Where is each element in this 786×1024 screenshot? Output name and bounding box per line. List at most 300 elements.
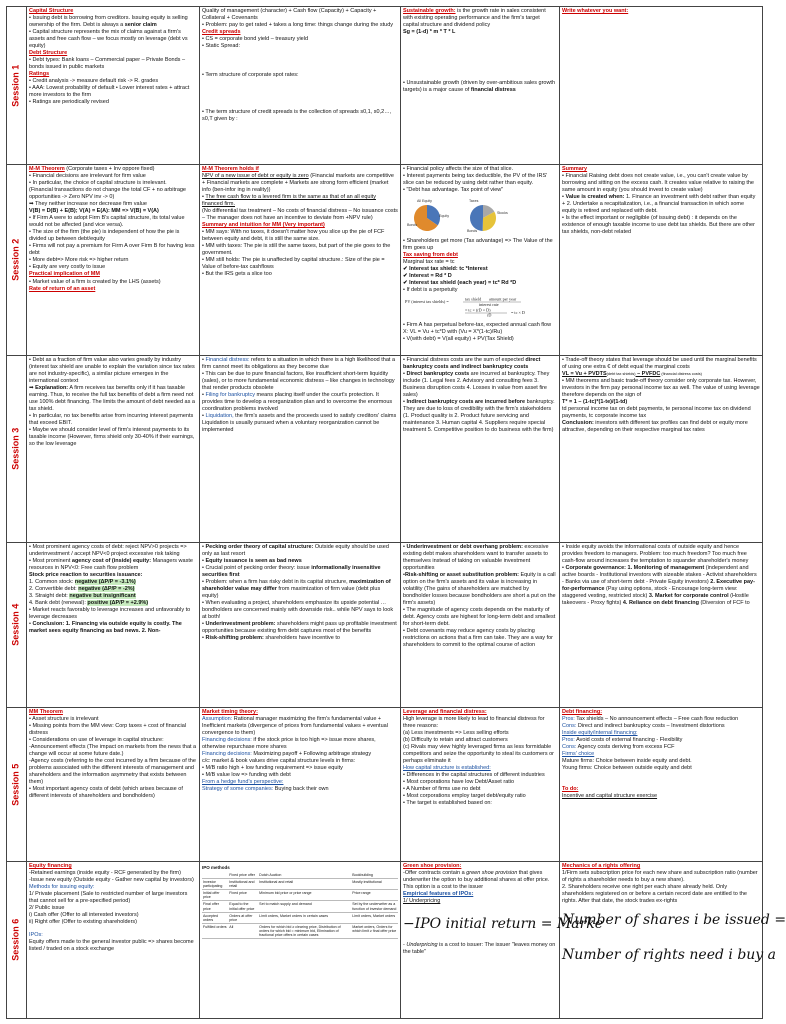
note-line [29, 870, 197, 877]
note-text: 1/ Underpricing [403, 898, 441, 905]
note-line [29, 737, 197, 744]
note-text: V(B) = D(B) + E(B); V(A) = E(A): MM => V(B) = V(A) [29, 208, 159, 215]
note-text: • Unsustainable growth (driven by over-ambitious sales growth targets) is a major cause of [403, 80, 556, 94]
note-text: Liquidation, [205, 413, 234, 420]
note-text: • In particular, no tax benefits arise from incurring interest payments that exceed EBIT. [29, 413, 194, 427]
ipo-table-cell: Mostly institutional [351, 878, 398, 889]
note-text: 2. Shareholders receive one right per each share already held. Only shareholders registered on or before a certain record date are entitled to the rights. After that date, the stock trades ex-rights [562, 884, 747, 905]
note-line [403, 252, 557, 259]
note-text: • Is the effect important or negligible (of issuing debt) : it depends on the existence of enough taxable income to use debt tax shields. But there are other tax shields, non-debt related [562, 215, 755, 236]
note-line [403, 915, 604, 934]
note-text: From a hedge fund's perspective: [202, 779, 284, 786]
note-text: Mature firms: Choice between inside equity and debt. [562, 758, 692, 765]
note-text: T* = 1 – (1-tc)*(1-te)/(1-td) [562, 399, 628, 406]
ipo-table-row [202, 878, 398, 889]
session-label-3 [7, 356, 27, 543]
note-text: Rate of return of an asset [29, 285, 96, 292]
note-line [29, 201, 197, 208]
note-text: • Problem: pay to get rated + takes a long time: things change during the study [202, 22, 394, 29]
note-line [202, 222, 398, 229]
note-line [29, 744, 197, 758]
note-text: negative (ΔP/P = -3.1%) [74, 579, 136, 586]
note-line [403, 744, 557, 765]
note-line [403, 800, 557, 807]
note-text: • [29, 621, 33, 628]
note-text: • The term structure of credit spreads is the collection of spreads s0,1, s0,2…, s0,T given by : [202, 109, 392, 123]
session-label-6 [7, 862, 27, 1019]
note-line [29, 243, 197, 257]
note-text: • Most important agency costs of debt (which arises because of different interests of shareholders and bondholders) [29, 786, 183, 800]
note-line [29, 279, 197, 286]
note-text: How capital structure is established: [403, 765, 491, 772]
note-text: Risk-shifting or asset substitution problem: [404, 572, 519, 579]
note-text: Practical implication of MM [29, 271, 100, 278]
note-text: - [403, 942, 407, 949]
note-text: 4. Bank debt (renewal): [29, 600, 88, 607]
note-text: Capital Structure [29, 8, 74, 14]
note-line [562, 371, 760, 378]
note-text: maximization of shareholder value may differ [202, 579, 391, 593]
note-text: • Issuing debt is borrowing from creditors. Issuing equity is selling ownership of the firm. Debt is always a [29, 15, 188, 29]
note-line [403, 765, 557, 772]
note-text: 3. Straight debt: [29, 593, 70, 600]
note-text: • MM says: With no taxes, it doesn't matter how you slice up the pie of FCF between equity and debt, it is still the same size. [202, 229, 385, 243]
ipo-table-cell: Price range [351, 890, 398, 901]
note-text: Financial distress: [205, 357, 250, 363]
note-text: are incurred at bankruptcy. They include (1. Legal fees 2. Advisory and consulting fees 3. Business disruption costs 4. Losses in value from asset fire sales) [403, 371, 550, 399]
formula-numerator-1: tax shield [465, 296, 482, 302]
note-text: Avoid costs of external financing - Flexibility [574, 737, 683, 744]
note-text: Marginal tax rate = tc [403, 259, 455, 266]
ipo-table-cell: Fixed price [228, 890, 258, 901]
note-line [29, 215, 197, 229]
note-line [562, 716, 760, 723]
note-line [403, 29, 557, 36]
note-text: • MM theorems and basic trade-off theory consider only corporate tax. However, investors in the firm pay personal income tax as well. The value of using leverage therefore depends on the sign of [562, 378, 760, 399]
note-text: refers to a situation in which there is a high likelihood that a firm cannot meet its obligations as they become due [202, 357, 396, 371]
note-line [403, 266, 557, 273]
note-line [202, 779, 398, 786]
note-text: • Market reacts favorably to leverage increases and unfavorably to leverage decreases [29, 607, 191, 621]
note-text: Direct and indirect bankruptcy costs – Investment distortions [576, 723, 725, 730]
note-text: negative but insignificant [69, 593, 136, 600]
note-line [29, 180, 197, 187]
note-line [403, 870, 557, 891]
ipo-table-cell: Minimum bid price or price range [258, 890, 351, 901]
note-text: Equity offers made to the general investor public => shares become listed / traded on a stock exchange [29, 939, 194, 953]
notes-cell-s6-c4 [560, 862, 786, 1019]
ipo-table-header: Fixed price offer [228, 872, 258, 879]
note-text: • "Debt has advantage. Tax point of view" [403, 187, 504, 194]
note-text: -Issue new equity (Outside equity - Gather new capital by investors) [29, 877, 194, 884]
note-text: • More debt=> More risk => higher return [29, 257, 129, 264]
note-text: Maximizing payoff + Following arbitrage strategy [251, 751, 372, 758]
spacer [202, 50, 398, 72]
session-label-text: Session 4 [10, 603, 21, 647]
note-line [403, 898, 557, 905]
note-line [29, 593, 197, 600]
note-text: Debt Structure [29, 50, 68, 57]
note-line [403, 730, 557, 737]
note-text: (No differential tax treatment – No costs of financial distress – No issuance costs – The manager does not have an incentive to deviate from +NPV rule) [202, 208, 398, 222]
note-line [403, 786, 557, 793]
note-text: Sg = (1-d) * m * T * L [403, 29, 456, 36]
ipo-table-title: IPO methods [202, 865, 230, 870]
note-text: • Most prominent agency costs of debt: reject NPV>0 projects => underinvestment / accept NPV<0 project excessive risk taking [29, 544, 187, 558]
note-line [29, 29, 197, 50]
notes-cell-s3-c2 [200, 356, 401, 543]
ipo-table-row [202, 901, 398, 912]
note-text: Strategy of some companies: [202, 786, 274, 793]
note-text: informationally insensitive securities first [202, 565, 381, 579]
note-text: Sustainable growth: [403, 8, 456, 14]
note-line [29, 863, 197, 870]
note-line [562, 737, 760, 744]
note-text: • In particular, the choice of capital structure is irrelevant. [29, 180, 167, 187]
note-line [202, 765, 398, 772]
note-text: • Trade-off theory states that leverage should be used until the marginal benefits of using one extra € of debt equal the marginal costs [562, 357, 757, 371]
note-line [562, 215, 760, 236]
note-text: • Asset structure is irrelevant [29, 716, 99, 723]
note-line [202, 621, 398, 635]
ipo-table-cell: Accepted orders [202, 912, 228, 923]
session-label-5 [7, 708, 27, 862]
pie-label-equity: Equity [439, 214, 449, 219]
ipo-table-header-row [202, 872, 398, 879]
note-text: (b) Difficulty to retain and attract customers [403, 737, 508, 744]
notes-cell-s3-c3 [401, 356, 560, 543]
note-text: • [202, 392, 206, 399]
notes-cell-s6-c1 [27, 862, 200, 1019]
note-text: Underinvestment or debt overhang problem: [406, 544, 523, 550]
spacer [202, 79, 398, 109]
note-text: High leverage is more likely to lead to financial distress for three reasons: [403, 716, 545, 730]
note-line [29, 15, 197, 29]
spacer [403, 934, 557, 942]
note-line [562, 399, 760, 406]
note-line [562, 946, 777, 965]
notes-cell-s5-c3 [401, 708, 560, 862]
note-line [562, 378, 760, 399]
note-text: • M/B value low => funding with debt [202, 772, 291, 779]
note-text: Pecking order theory of capital structure: [205, 544, 314, 550]
note-line [202, 709, 398, 716]
note-text: Market timing theory: [202, 709, 258, 715]
note-text: • [562, 565, 566, 572]
note-line [403, 709, 557, 716]
notes-cell-s2-c4 [560, 165, 763, 356]
note-text: (c) Rivals may view highly leveraged firms as less formidable competitors and seize the opportunity to steal its customers or perhaps eliminate it [403, 744, 555, 765]
pie-label-all-equity: All Equity [417, 199, 432, 204]
note-text: Value is created when: [565, 194, 625, 201]
ipo-table-cell: Orders at offer price [228, 912, 258, 923]
note-line [403, 357, 557, 371]
tax-pie-charts [403, 196, 557, 236]
note-line [29, 57, 197, 71]
notes-cell-s4-c1 [27, 543, 200, 708]
note-text: • Firm A has perpetual before-tax, expected annual cash flow X: VL = Vu + tc*D with (Vu = X*(1-tc)/Ru) [403, 322, 552, 336]
note-text: Tax saving from debt [403, 252, 458, 259]
note-text: 2. Executive pay-for-performance [562, 579, 755, 593]
note-text: • Equity are very costly to issue [29, 264, 106, 271]
note-text: ii) Right offer (Offer to existing shareholders) [29, 919, 138, 926]
note-line [562, 420, 760, 434]
note-line [29, 8, 197, 15]
note-line [562, 793, 760, 800]
pie-label-taxes: Taxes [469, 199, 479, 204]
note-text: Assumption: [202, 716, 233, 723]
note-text: To do: [562, 786, 579, 793]
formula-row-2: = tc × (rD × D) [465, 307, 491, 313]
note-line [202, 208, 398, 222]
note-line [29, 586, 197, 593]
note-line [202, 758, 398, 765]
note-text: • If Firm A were to adopt Firm B's capital structure, its total value would not be affected (and vice versa). [29, 215, 185, 229]
notes-cell-s1-c2 [200, 7, 401, 165]
note-line [29, 208, 197, 215]
tax-shield-formula-svg [403, 296, 553, 320]
note-text: (Diversion of FCF to [698, 600, 750, 607]
note-text: ✔ Interest tax shield: tc *Interest [403, 266, 488, 273]
note-line [29, 579, 197, 586]
note-text: • AAA: Lowest probability of default • Lower interest rates + attract more investors to the firm [29, 85, 190, 99]
note-line [29, 264, 197, 271]
note-text: • Debt as a fraction of firm value also varies greatly by industry (interest tax shield are unable to explain the variation since tax rates are not industry-specific), a similar picture emerges in the international context [29, 357, 195, 385]
note-text: shareholders might pass up profitable investment opportunities because existing firm debt captures most of the benefits [202, 621, 397, 635]
note-text: Underinvestment problem: [205, 621, 276, 628]
note-text: Ratings [29, 71, 50, 78]
pie-chart-pair [403, 196, 511, 236]
note-line [29, 257, 197, 264]
note-line [202, 43, 398, 50]
note-text: the firm's assets and the proceeds used to satisfy creditors' claims Liquidation is usually pursued when a voluntary reorganization cannot be implemented [202, 413, 397, 434]
note-text: • Crucial point of pecking order theory: issue [202, 565, 312, 572]
notes-cell-s4-c2 [200, 543, 401, 708]
note-text: • [202, 357, 206, 363]
note-line [202, 579, 398, 600]
note-text: i) Cash offer (Offer to all interested investors) [29, 912, 139, 919]
note-text: • Financial decisions are irrelevant for firm value [29, 173, 146, 180]
ipo-table-cell: Equal to the initial offer price [228, 901, 258, 912]
note-text: (Hostile takeovers - Proxy fights) [562, 593, 749, 607]
note-line [202, 243, 398, 257]
note-text: is a cost to issuer: The issuer "leaves money on the table" [403, 942, 556, 956]
note-text: Number of rights need i buy a [562, 947, 777, 964]
note-line [562, 194, 760, 215]
note-line [562, 357, 760, 371]
note-text: excessive existing debt makes shareholders want to transfer assets to themselves instead of taking on valuable investment opportunities [403, 544, 549, 572]
note-text: • [202, 413, 206, 420]
note-line [403, 336, 557, 343]
note-text: IPOs: [29, 932, 43, 939]
note-text: (financial distress costs) [660, 372, 702, 377]
note-text: direct bankruptcy costs and indirect bankruptcy costs [403, 357, 541, 371]
note-line [403, 187, 557, 194]
note-text: • Most corporations have low Debt/Asset ratio [403, 779, 515, 786]
note-text: Conclusion: 1. Financing via outside equity is costly. The market sees equity financing as bad news. 2. Non- [29, 621, 182, 635]
note-line [202, 36, 398, 43]
ipo-table-cell: Limit orders, Market orders in certain cases [258, 912, 351, 923]
notes-cell-s3-c1 [27, 356, 200, 543]
note-text: 3. Market for corporate control [648, 593, 729, 600]
note-text: A firm receives tax benefits only if it has taxable earning. Thus, to receive the full tax benefits of debt a firm need not use 100% debt financing. The limits the amount of debt needed as a tax shield. [29, 385, 195, 413]
note-text: • Most prominent [29, 558, 72, 565]
ipo-table-cell: Limit orders, Market orders [351, 912, 398, 923]
formula-numerator-2: amount per year [489, 296, 517, 302]
note-line [29, 758, 197, 786]
note-line [403, 173, 557, 187]
ipo-table-header: Dutch Auction [258, 872, 351, 879]
note-text: green shoe provision [466, 870, 518, 877]
note-text: • Static Spread: [202, 43, 241, 50]
ipo-table-header [202, 872, 228, 879]
ipo-table-row [202, 923, 398, 938]
note-text: • [202, 544, 206, 550]
note-text: Outside equity should be used only as last resort [202, 544, 389, 558]
notes-grid [6, 6, 786, 1019]
note-line [562, 911, 786, 930]
note-line [403, 607, 557, 628]
note-text: Quality of management (character) + Cash flow (Capacity) + Capacity + Collateral + Covenants [202, 8, 377, 22]
notes-cell-s2-c2 [200, 165, 401, 356]
note-line [403, 863, 557, 870]
note-text: (Financial transactions do not change the total CF + no arbitrage opportunities -> Zero NPV inv -> 0) [29, 187, 186, 201]
note-text: (Corporate taxes + Inv oppore fixed) [64, 166, 155, 172]
ipo-table-cell: Institutional and retail [258, 878, 351, 889]
note-line [29, 271, 197, 278]
notes-cell-s2-c3 [401, 165, 560, 356]
note-line [202, 257, 398, 271]
note-text: Firms' choice [562, 751, 595, 758]
note-text: Cons: [562, 723, 577, 730]
note-text: (debt tax shields) [606, 372, 636, 377]
note-text: -Announcement effects (The impact on markets from the news that a change will occur at some future date.) [29, 744, 197, 758]
note-text: • Most corporations employ target debt/equity ratio [403, 793, 526, 800]
note-line [29, 427, 197, 448]
note-text: • [403, 371, 407, 378]
note-text: Credit spreads [202, 29, 241, 36]
note-line [562, 863, 760, 870]
note-line [562, 565, 760, 607]
note-line [202, 194, 398, 208]
note-line [29, 229, 197, 243]
note-line [562, 544, 760, 565]
note-line [403, 371, 557, 399]
note-text: if the stock price is too high => issue more shares, otherwise repurchase more shares [202, 737, 376, 751]
note-text: ✔ Interest tax shield (each year) = tc* Rd *D [403, 280, 517, 287]
note-text: • Considerations on use of leverage in capital structure: [29, 737, 164, 744]
note-text: ➡ They neither increase nor decrease firm value [29, 201, 147, 208]
note-text: senior claim [124, 22, 157, 29]
note-text: -Offer contracts contain a [403, 870, 467, 877]
session-label-text: Session 6 [10, 918, 21, 962]
note-line [29, 572, 197, 579]
session-label-text: Session 5 [10, 763, 21, 806]
formula-row-3: = tc × D [511, 310, 525, 316]
note-text: The free cash flow to a levered firm is the same as that of an all equity financed firm. [202, 194, 376, 208]
notes-cell-s1-c3 [401, 7, 560, 165]
note-line [562, 723, 760, 730]
note-text: • MM with taxes: The pie is still the same taxes, but part of the pie goes to the government. [202, 243, 391, 257]
note-line [403, 287, 557, 294]
note-line [202, 22, 398, 29]
formula-row-2-denominator: rD [487, 312, 492, 318]
tax-shield-formula [403, 296, 557, 320]
note-line [202, 565, 398, 579]
note-text: is the growth rate in sales consistent with existing operating performance and the firm's target capital structure and dividend policy [403, 8, 546, 29]
note-text: Young firms: Choice between outside equity and debt [562, 765, 692, 772]
note-text: Direct bankruptcy costs [406, 371, 470, 378]
note-text: financial distress [470, 87, 516, 94]
spacer [562, 772, 760, 786]
note-text: 1/ Private placement (Sale to restricted number of large investors that cannot sell for a pre-specified period) [29, 891, 188, 905]
notes-cell-s6-c2 [200, 862, 401, 1019]
note-text: Buying back their own [273, 786, 329, 793]
notes-cell-s4-c4 [560, 543, 763, 708]
note-text: 1. Common stock: [29, 579, 75, 586]
note-line [29, 939, 197, 953]
note-text: c/c: market & book values drive capital structure levels in firms: [202, 758, 356, 765]
note-line [403, 779, 557, 786]
note-text: • Capital structure represents the mix of claims against a firm's assets and free cash flow – we focus mostly on leverage (debt vs equity) [29, 29, 188, 50]
note-text: 1/Firm sets subscription price for each new share and subscription ratio (number of rights a shareholder needs to buy a new share). [562, 870, 758, 884]
note-line [403, 166, 557, 173]
note-line [202, 786, 398, 793]
note-line [29, 99, 197, 106]
note-line [202, 166, 398, 173]
note-line [202, 72, 398, 79]
note-line [202, 413, 398, 434]
note-line [562, 765, 760, 772]
note-line [202, 558, 398, 565]
note-text: ➡ [29, 385, 36, 392]
note-line [29, 877, 197, 884]
note-line [29, 891, 197, 905]
note-text: Pros: [562, 737, 575, 744]
note-text: Managers waste resources in NPV<0: Free cash flow problem [29, 558, 193, 572]
pie-label-bonds-levered: Bonds [467, 229, 478, 234]
note-line [403, 280, 557, 287]
note-text: • V(with debt) = V(all equity) + PV(Tax Shield) [403, 336, 514, 343]
ipo-table-header: Bookbuilding [351, 872, 398, 879]
note-line [403, 628, 557, 649]
ipo-table-row [202, 890, 398, 901]
note-text: Summary [562, 166, 588, 172]
note-text: (Pay using options, stock - Encourage long-term view: staggered vesting, restricted stock) [562, 586, 738, 600]
note-line [562, 173, 760, 194]
note-line [29, 919, 197, 926]
note-line [29, 173, 197, 180]
note-text: • If debt is a perpetuity [403, 287, 458, 294]
note-line [562, 884, 760, 905]
notes-cell-s5-c2 [200, 708, 401, 862]
note-text: 2. Convertible debt: [29, 586, 79, 593]
note-text: • Shareholders get more (Tax advantage) => The Value of the firm goes up [403, 238, 553, 252]
note-text: • CS = corporate bond yield – treasury yield [202, 36, 309, 43]
note-line [29, 905, 197, 912]
note-line [403, 942, 557, 956]
spacer [403, 36, 557, 80]
note-text: • The size of the firm (the pie) is independent of how the pie is divided up between debt/equity [29, 229, 180, 243]
note-line [29, 413, 197, 427]
note-line [29, 286, 197, 293]
session-label-4 [7, 543, 27, 708]
note-line [202, 109, 398, 123]
note-text: • Financial distress costs are the sum of expected [403, 357, 526, 363]
spacer [562, 930, 760, 946]
note-line [403, 572, 557, 607]
ipo-table-cell: Final offer price [202, 901, 228, 912]
